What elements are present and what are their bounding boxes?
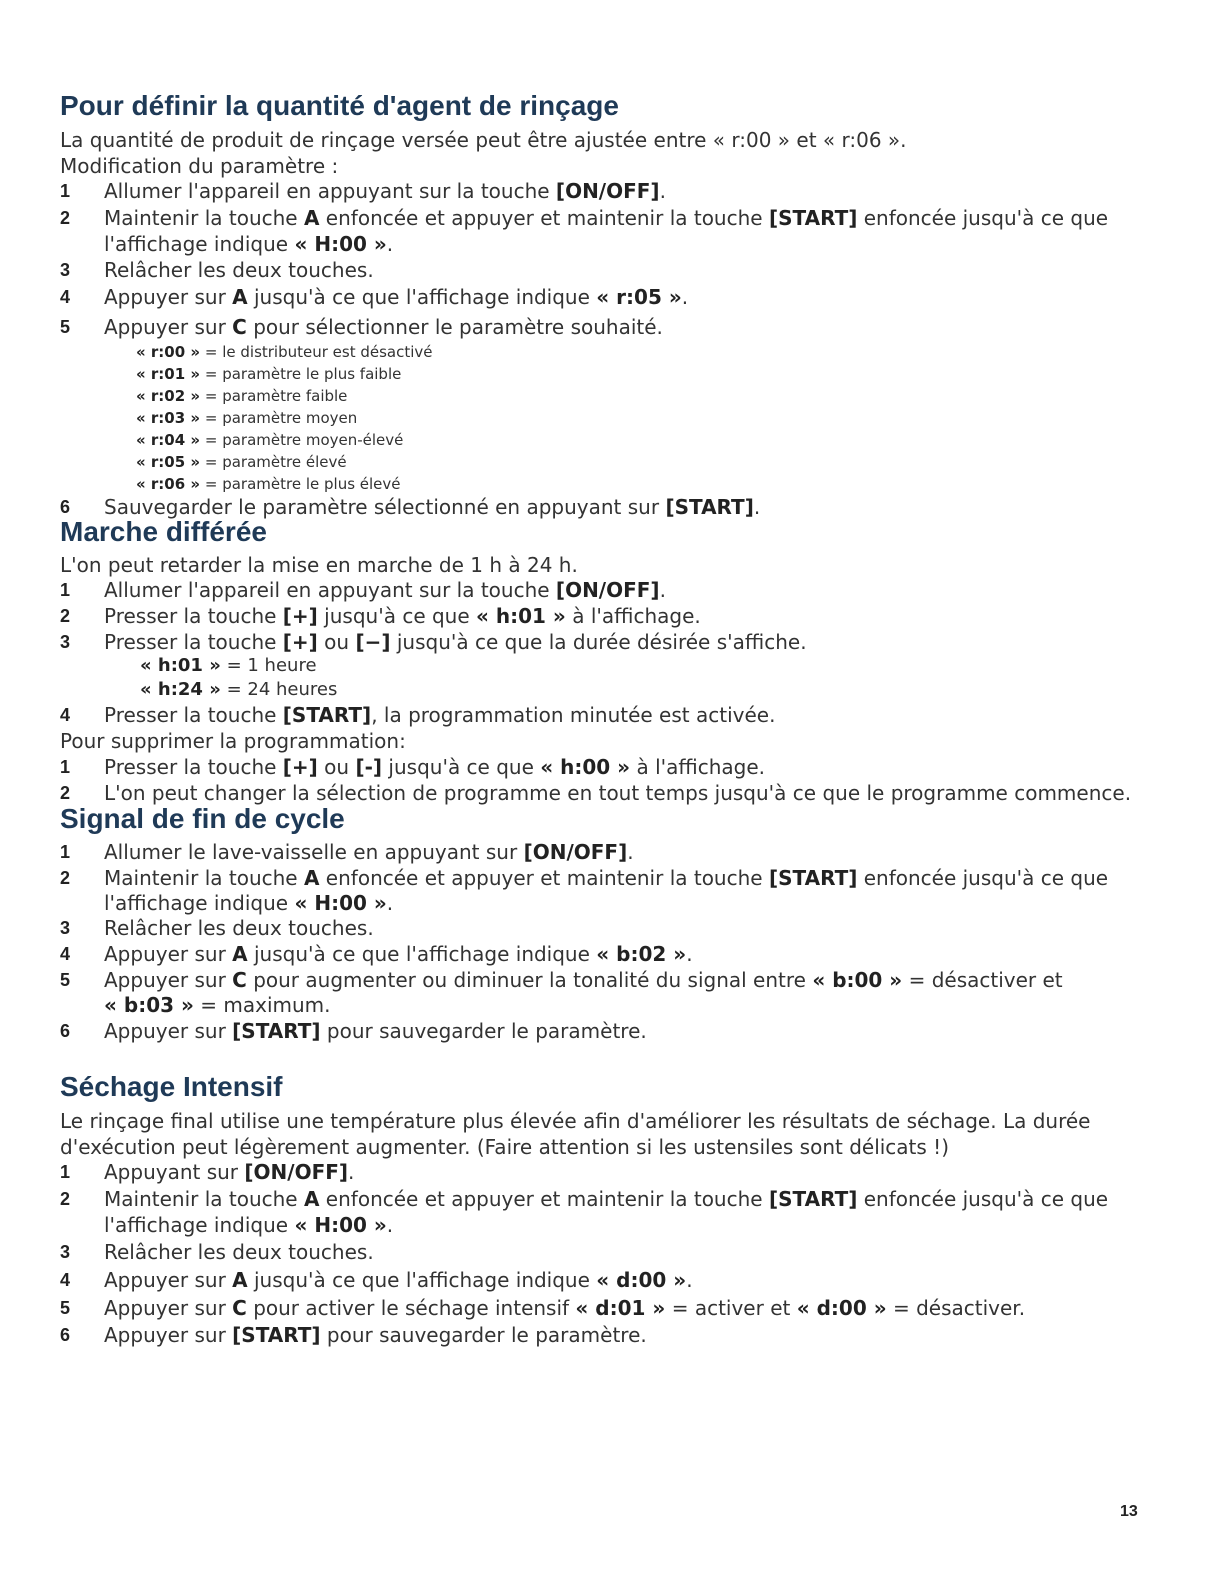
step-number: 1 (60, 757, 71, 777)
section-title-end-signal: Signal de fin de cycle (60, 803, 345, 834)
step-number: 5 (60, 1298, 71, 1318)
step-text: Presser la touche [+] ou [-] jusqu'à ce que « h:00 » à l'affichage. (104, 755, 765, 779)
step-number: 4 (60, 705, 71, 725)
intro-text: Le rinçage final utilise une température plus élevée afin d'améliorer les résultats de séchage. La durée (60, 1109, 1091, 1133)
step-text: Relâcher les deux touches. (104, 1240, 374, 1264)
option-line: « r:05 » = paramètre élevé (136, 453, 347, 471)
step-number: 1 (60, 181, 71, 201)
step-text: Relâcher les deux touches. (104, 258, 374, 282)
step-text: Maintenir la touche A enfoncée et appuyer et maintenir la touche [START] enfoncée jusqu'à ce que (104, 866, 1109, 890)
step-text: Appuyer sur A jusqu'à ce que l'affichage indique « d:00 ». (104, 1268, 693, 1292)
step-number: 1 (60, 1162, 71, 1182)
step-number: 6 (60, 1021, 71, 1041)
step-number: 1 (60, 580, 71, 600)
page-number: 13 (1120, 1503, 1138, 1520)
step-text-continued: l'affichage indique « H:00 ». (104, 232, 394, 256)
step-text: Allumer le lave-vaisselle en appuyant sur [ON/OFF]. (104, 840, 634, 864)
step-text: Appuyer sur C pour activer le séchage intensif « d:01 » = activer et « d:00 » = désactiver. (104, 1296, 1026, 1320)
option-line: « r:03 » = paramètre moyen (136, 409, 358, 427)
step-text: Appuyer sur [START] pour sauvegarder le paramètre. (104, 1323, 647, 1347)
intro-text: Pour supprimer la programmation: (60, 729, 406, 753)
option-line: « h:24 » = 24 heures (140, 679, 338, 700)
step-number: 2 (60, 1189, 71, 1209)
step-text: Relâcher les deux touches. (104, 916, 374, 940)
option-line: « r:00 » = le distributeur est désactivé (136, 343, 433, 361)
intro-text: L'on peut retarder la mise en marche de 1 h à 24 h. (60, 553, 578, 577)
step-text: Appuyer sur A jusqu'à ce que l'affichage indique « r:05 ». (104, 285, 689, 309)
section-title-delayed-start: Marche différée (60, 516, 267, 547)
step-text: Appuyer sur C pour sélectionner le paramètre souhaité. (104, 315, 663, 339)
step-text: Presser la touche [+] jusqu'à ce que « h:01 » à l'affichage. (104, 604, 701, 628)
option-line: « r:01 » = paramètre le plus faible (136, 365, 402, 383)
step-text: Appuyant sur [ON/OFF]. (104, 1160, 355, 1184)
step-number: 2 (60, 208, 71, 228)
step-number: 6 (60, 497, 71, 517)
step-text: Appuyer sur A jusqu'à ce que l'affichage indique « b:02 ». (104, 942, 693, 966)
intro-text: La quantité de produit de rinçage versée peut être ajustée entre « r:00 » et « r:06 ». (60, 128, 907, 152)
step-text: Sauvegarder le paramètre sélectionné en appuyant sur [START]. (104, 495, 761, 519)
step-number: 5 (60, 317, 71, 337)
step-text: Presser la touche [START], la programmation minutée est activée. (104, 703, 776, 727)
step-text: Maintenir la touche A enfoncée et appuyer et maintenir la touche [START] enfoncée jusqu'à ce que (104, 206, 1109, 230)
step-text-continued: l'affichage indique « H:00 ». (104, 891, 394, 915)
step-number: 2 (60, 868, 71, 888)
step-text: Appuyer sur C pour augmenter ou diminuer la tonalité du signal entre « b:00 » = désactiver et (104, 968, 1063, 992)
step-number: 3 (60, 260, 71, 280)
step-number: 3 (60, 632, 71, 652)
intro-text: Modification du paramètre : (60, 154, 339, 178)
option-line: « h:01 » = 1 heure (140, 655, 317, 676)
step-text: Presser la touche [+] ou [−] jusqu'à ce que la durée désirée s'affiche. (104, 630, 807, 654)
section-title-intensive-drying: Séchage Intensif (60, 1071, 283, 1102)
intro-text: d'exécution peut légèrement augmenter. (Faire attention si les ustensiles sont délicats !) (60, 1135, 949, 1159)
step-number: 2 (60, 783, 71, 803)
step-number: 4 (60, 1270, 71, 1290)
step-number: 3 (60, 1242, 71, 1262)
option-line: « r:04 » = paramètre moyen-élevé (136, 431, 404, 449)
section-title-rinse-aid: Pour définir la quantité d'agent de rinçage (60, 90, 619, 121)
step-text: Allumer l'appareil en appuyant sur la touche [ON/OFF]. (104, 179, 666, 203)
step-number: 1 (60, 842, 71, 862)
option-line: « r:02 » = paramètre faible (136, 387, 348, 405)
step-text: L'on peut changer la sélection de programme en tout temps jusqu'à ce que le programme commence. (104, 781, 1132, 805)
option-line: « r:06 » = paramètre le plus élevé (136, 475, 401, 493)
step-text-continued: l'affichage indique « H:00 ». (104, 1213, 394, 1237)
step-number: 4 (60, 287, 71, 307)
step-number: 6 (60, 1325, 71, 1345)
step-number: 2 (60, 606, 71, 626)
step-text-continued: « b:03 » = maximum. (104, 993, 331, 1017)
step-number: 5 (60, 970, 71, 990)
step-text: Maintenir la touche A enfoncée et appuyer et maintenir la touche [START] enfoncée jusqu'à ce que (104, 1187, 1109, 1211)
step-number: 3 (60, 918, 71, 938)
step-number: 4 (60, 944, 71, 964)
step-text: Appuyer sur [START] pour sauvegarder le paramètre. (104, 1019, 647, 1043)
step-text: Allumer l'appareil en appuyant sur la touche [ON/OFF]. (104, 578, 666, 602)
